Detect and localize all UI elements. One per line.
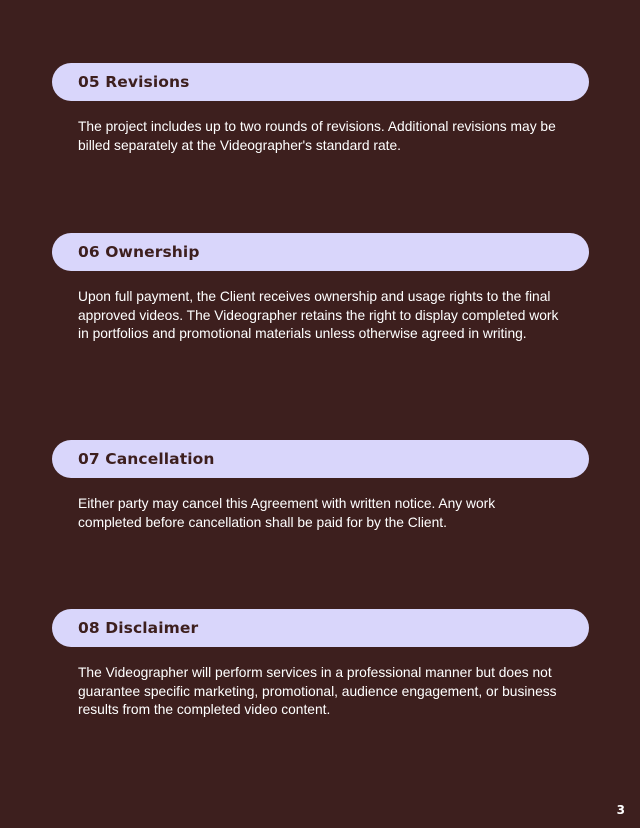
section-header xyxy=(52,233,589,271)
section-cancellation xyxy=(52,440,589,532)
section-header xyxy=(52,440,589,478)
section-body: Either party may cancel this Agreement with written notice. Any work completed before cancellation shall be paid for by the Client. xyxy=(78,496,496,530)
section-body: Upon full payment, the Client receives ownership and usage rights to the final approved videos. The Videographer retains the right to display completed work in portfolios and promotional materials unless otherwise agreed in writing. xyxy=(78,289,559,342)
section-revisions xyxy=(52,63,589,155)
section-title: 07 Cancellation xyxy=(78,450,215,468)
page-number: 3 xyxy=(616,803,625,817)
section-header xyxy=(52,63,589,101)
section-header xyxy=(52,609,589,647)
section-title: 08 Disclaimer xyxy=(78,619,199,637)
section-body: The Videographer will perform services in a professional manner but does not guarantee specific marketing, promotional, audience engagement, or business results from the completed video content. xyxy=(78,665,557,718)
section-body: The project includes up to two rounds of revisions. Additional revisions may be billed separately at the Videographer's standard rate. xyxy=(78,119,556,153)
section-disclaimer xyxy=(52,609,589,720)
section-title: 05 Revisions xyxy=(78,73,190,91)
section-ownership xyxy=(52,233,589,344)
section-title: 06 Ownership xyxy=(78,243,200,261)
